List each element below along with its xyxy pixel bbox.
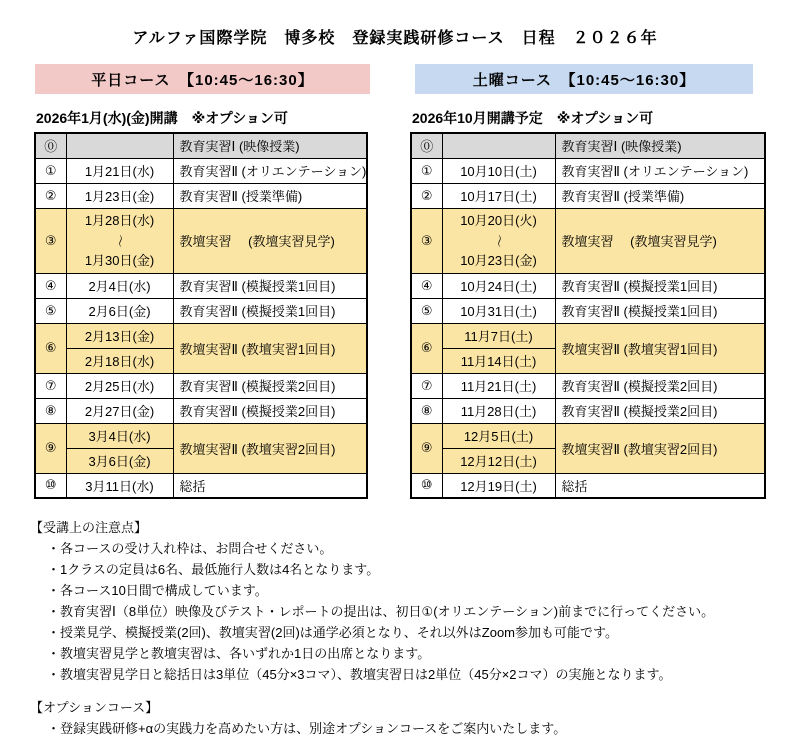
schedule-row (411, 473, 765, 498)
row-date-cell: 3月6日(金) (66, 448, 173, 473)
row-number-cell: ③ (411, 208, 442, 273)
note-item: ・1クラスの定員は6名、最低施行人数は4名となります。 (47, 562, 380, 577)
row-date-cell: 10月31日(土) (442, 298, 555, 323)
weekday-course-header: 平日コース 【10:45～16:30】 (35, 64, 370, 94)
row-number-cell: ① (35, 158, 66, 183)
row-date-cell: 12月5日(土) (442, 423, 555, 448)
notes-heading: 【受講上の注意点】 (30, 520, 148, 535)
schedule-row (35, 183, 367, 208)
row-content-cell: 教育実習Ⅱ (模擬授業2回目) (555, 398, 765, 423)
schedule-row (411, 373, 765, 398)
row-number-cell: ⑥ (411, 323, 442, 373)
notes-list (30, 538, 790, 685)
row-content-cell: 教壇実習 (教壇実習見学) (555, 208, 765, 273)
schedule-row (35, 273, 367, 298)
range-date-line: 1月28日(水) (84, 212, 155, 228)
row-number-cell: ⑦ (35, 373, 66, 398)
range-tilde: ～ (112, 233, 128, 248)
saturday-schedule-table (410, 132, 766, 499)
row-number-cell: ② (411, 183, 442, 208)
row-date-cell (442, 133, 555, 158)
schedule-row (411, 323, 765, 348)
row-number-cell: ③ (35, 208, 66, 273)
schedule-row (35, 323, 367, 348)
document-title: アルファ国際学院 博多校 登録実践研修コース 日程 ２０２６年 (132, 30, 658, 47)
note-item: ・各コース10日間で構成しています。 (47, 583, 268, 598)
range-tilde: ～ (491, 233, 507, 248)
row-number-cell: ⑨ (35, 423, 66, 473)
row-number-cell: ⑤ (411, 298, 442, 323)
row-number-cell: ⑦ (411, 373, 442, 398)
schedule-row (411, 183, 765, 208)
row-date-cell: 11月14日(土) (442, 348, 555, 373)
saturday-table-title: 2026年10月開講予定 ※オプション可 (412, 110, 654, 126)
note-item: ・登録実践研修+αの実践力を高めたい方は、別途オプションコースをご案内いたします。 (47, 721, 567, 736)
row-date-cell: 11月28日(土) (442, 398, 555, 423)
option-course-list (30, 718, 790, 739)
row-date-range-cell (66, 208, 173, 273)
row-content-cell: 教壇実習Ⅱ (教壇実習1回目) (555, 323, 765, 373)
row-number-cell: ① (411, 158, 442, 183)
weekday-schedule-block (34, 94, 368, 499)
row-number-cell: ⑥ (35, 323, 66, 373)
row-number-cell: ⑨ (411, 423, 442, 473)
schedule-row (35, 208, 367, 273)
range-date-line: 10月23日(金) (460, 252, 537, 268)
row-content-cell: 教育実習Ⅱ (模擬授業1回目) (555, 273, 765, 298)
row-content-cell: 教育実習Ⅱ (授業準備) (173, 183, 367, 208)
schedule-row (411, 273, 765, 298)
row-number-cell: ⑧ (411, 398, 442, 423)
schedule-row (35, 298, 367, 323)
schedule-row (35, 133, 367, 158)
row-content-cell: 教育実習Ⅱ (模擬授業2回目) (173, 398, 367, 423)
schedule-row (411, 158, 765, 183)
schedule-row (411, 298, 765, 323)
row-number-cell: ⑩ (411, 473, 442, 498)
row-date-cell: 1月23日(金) (66, 183, 173, 208)
row-date-cell: 12月12日(土) (442, 448, 555, 473)
row-content-cell: 総括 (173, 473, 367, 498)
row-content-cell: 教育実習Ⅱ (模擬授業2回目) (173, 373, 367, 398)
row-content-cell: 教壇実習 (教壇実習見学) (173, 208, 367, 273)
row-number-cell: ④ (35, 273, 66, 298)
note-item: ・教壇実習見学日と総括日は3単位（45分×3コマ）、教壇実習日は2単位（45分×2コマ）の実施となります。 (47, 667, 672, 682)
row-number-cell: ⑤ (35, 298, 66, 323)
schedule-row (35, 398, 367, 423)
schedule-row (35, 473, 367, 498)
row-content-cell: 総括 (555, 473, 765, 498)
row-content-cell: 教育実習Ⅱ (授業準備) (555, 183, 765, 208)
schedule-row (35, 373, 367, 398)
note-item: ・各コースの受け入れ枠は、お問合せください。 (47, 541, 333, 556)
row-date-cell: 2月4日(水) (66, 273, 173, 298)
row-date-cell: 3月11日(水) (66, 473, 173, 498)
row-date-cell: 2月27日(金) (66, 398, 173, 423)
row-date-cell: 11月21日(土) (442, 373, 555, 398)
row-content-cell: 教育実習Ⅰ (映像授業) (173, 133, 367, 158)
note-item: ・教壇実習見学と教壇実習は、各いずれか1日の出席となります。 (47, 646, 431, 661)
row-date-cell: 10月24日(土) (442, 273, 555, 298)
row-number-cell: ② (35, 183, 66, 208)
row-date-cell: 11月7日(土) (442, 323, 555, 348)
note-item: ・教育実習Ⅰ（8単位）映像及びテスト・レポートの提出は、初日①(オリエンテーション)前までに行ってください。 (47, 604, 715, 619)
row-content-cell: 教育実習Ⅱ (模擬授業1回目) (555, 298, 765, 323)
row-content-cell: 教壇実習Ⅱ (教壇実習2回目) (555, 423, 765, 473)
row-content-cell: 教育実習Ⅱ (オリエンテーション) (173, 158, 367, 183)
row-content-cell: 教壇実習Ⅱ (教壇実習2回目) (173, 423, 367, 473)
schedule-row (411, 423, 765, 448)
schedule-tables (0, 94, 790, 499)
row-date-cell: 2月18日(水) (66, 348, 173, 373)
row-content-cell: 教育実習Ⅰ (映像授業) (555, 133, 765, 158)
range-date-line: 1月30日(金) (84, 252, 155, 268)
row-content-cell: 教育実習Ⅱ (模擬授業1回目) (173, 273, 367, 298)
saturday-course-header: 土曜コース 【10:45～16:30】 (415, 64, 753, 94)
schedule-row (35, 158, 367, 183)
weekday-table-title: 2026年1月(水)(金)開講 ※オプション可 (36, 110, 288, 126)
course-headers (0, 64, 790, 94)
range-date-line: 10月20日(火) (460, 212, 537, 228)
row-number-cell: ⑧ (35, 398, 66, 423)
schedule-row (411, 208, 765, 273)
schedule-row (411, 398, 765, 423)
weekday-schedule-table (34, 132, 368, 499)
schedule-row (411, 133, 765, 158)
row-content-cell: 教育実習Ⅱ (模擬授業1回目) (173, 298, 367, 323)
row-number-cell: ⑩ (35, 473, 66, 498)
row-date-range-cell (442, 208, 555, 273)
row-content-cell: 教壇実習Ⅱ (教壇実習1回目) (173, 323, 367, 373)
row-number-cell: ⓪ (411, 133, 442, 158)
row-date-cell: 3月4日(水) (66, 423, 173, 448)
row-date-cell: 1月21日(水) (66, 158, 173, 183)
row-date-cell: 10月17日(土) (442, 183, 555, 208)
row-date-cell: 2月6日(金) (66, 298, 173, 323)
row-content-cell: 教育実習Ⅱ (模擬授業2回目) (555, 373, 765, 398)
row-number-cell: ⓪ (35, 133, 66, 158)
notes-section (30, 517, 790, 739)
row-date-cell: 2月25日(水) (66, 373, 173, 398)
schedule-row (35, 423, 367, 448)
option-course-heading: 【オプションコース】 (30, 700, 159, 715)
row-date-cell (66, 133, 173, 158)
saturday-schedule-block (410, 94, 766, 499)
row-number-cell: ④ (411, 273, 442, 298)
row-date-cell: 12月19日(土) (442, 473, 555, 498)
row-content-cell: 教育実習Ⅱ (オリエンテーション) (555, 158, 765, 183)
row-date-cell: 10月10日(土) (442, 158, 555, 183)
row-date-cell: 2月13日(金) (66, 323, 173, 348)
note-item: ・授業見学、模擬授業(2回)、教壇実習(2回)は通学必須となり、それ以外はZoom参加も可能です。 (47, 625, 618, 640)
